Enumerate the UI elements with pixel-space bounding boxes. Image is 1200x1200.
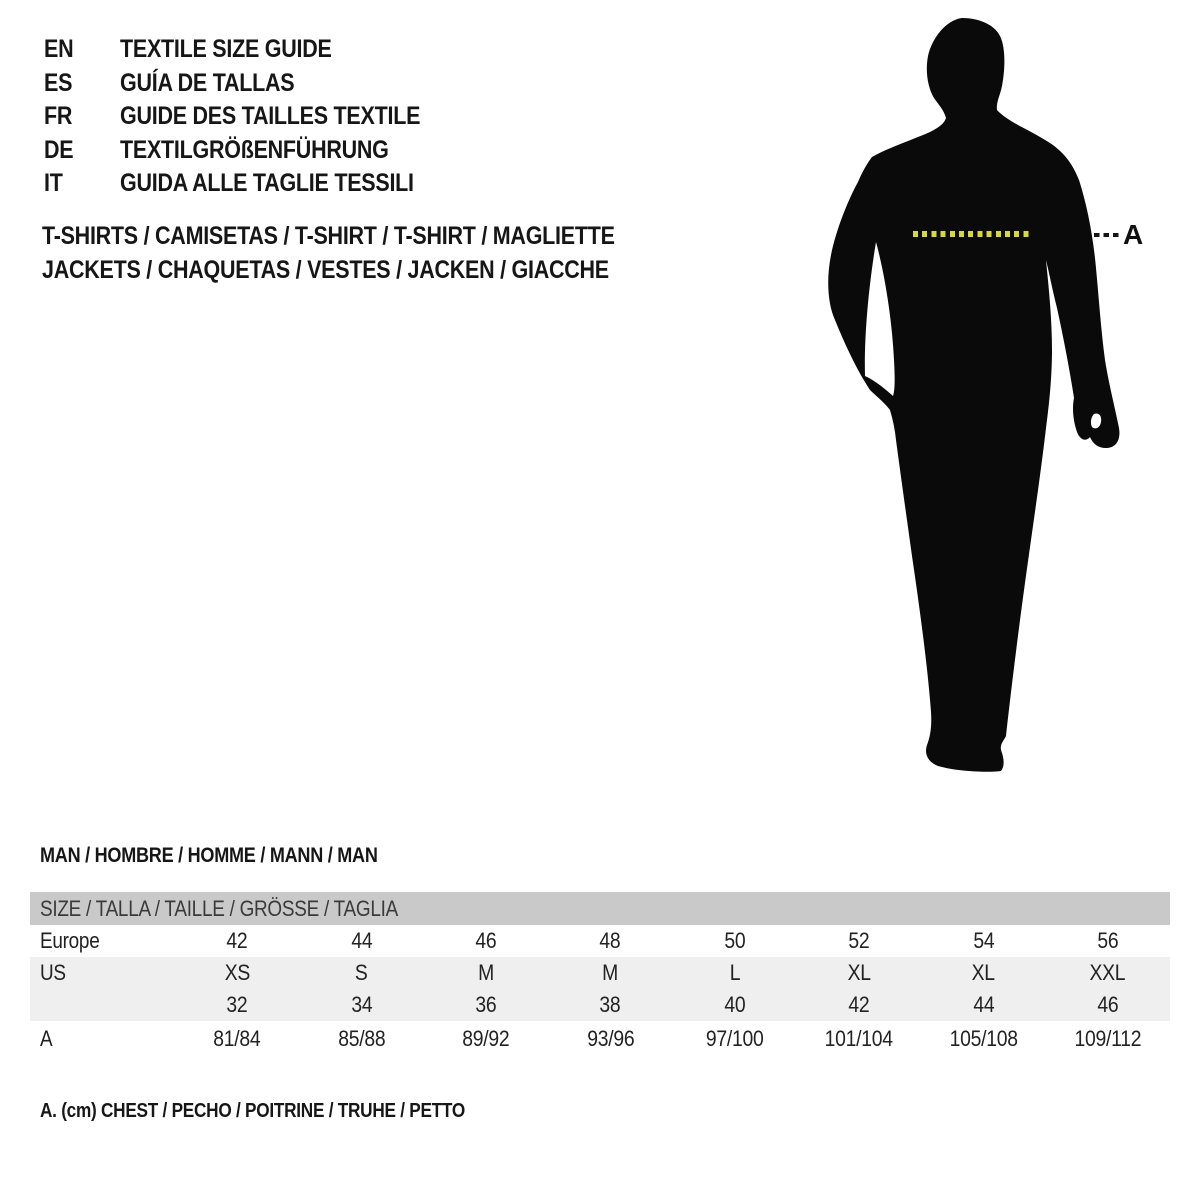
row-label: US (40, 960, 66, 985)
size-value: 46 (1097, 992, 1119, 1017)
size-value: 101/104 (824, 1025, 894, 1051)
size-value: 42 (848, 992, 870, 1017)
size-value: 56 (1097, 928, 1119, 953)
table-row-europe (30, 925, 1170, 957)
measure-label-a: A (1123, 219, 1144, 250)
chest-measure-dotted-line (913, 231, 1032, 237)
measurement-legend-text: A. (cm) CHEST / PECHO / POITRINE / TRUHE / PETTO (40, 1100, 466, 1122)
size-value: 97/100 (705, 1025, 764, 1051)
size-value: XS (224, 960, 250, 985)
size-value: 44 (972, 992, 994, 1017)
size-value: 34 (351, 992, 373, 1017)
language-code: DE (44, 135, 74, 164)
language-label: TEXTILE SIZE GUIDE (120, 35, 332, 64)
language-code: EN (44, 35, 74, 64)
section-title-man (40, 844, 433, 868)
language-code: ES (44, 68, 73, 97)
size-value: 46 (475, 928, 497, 953)
size-table (30, 892, 1170, 1056)
language-label: GUÍA DE TALLAS (120, 68, 295, 97)
size-value: XL (847, 960, 871, 985)
size-value: 93/96 (586, 1025, 634, 1051)
size-value: 40 (724, 992, 746, 1017)
language-label: GUIDE DES TAILLES TEXTILE (120, 102, 421, 131)
size-value: 32 (226, 992, 248, 1017)
size-value: 48 (599, 928, 621, 953)
table-row-chest-cm (30, 1021, 1170, 1056)
table-row-us (30, 957, 1170, 989)
language-label: TEXTILGRÖßENFÜHRUNG (120, 135, 389, 164)
size-value: XL (971, 960, 996, 985)
size-value: 42 (226, 928, 248, 953)
category-line-jackets: JACKETS / CHAQUETAS / VESTES / JACKEN / GIACCHE (42, 255, 609, 284)
size-value: 54 (972, 928, 994, 953)
size-value: 81/84 (213, 1025, 261, 1051)
size-value: 36 (475, 992, 497, 1017)
size-value: L (729, 960, 740, 985)
size-value: S (355, 960, 368, 985)
row-label: A (40, 1025, 53, 1051)
size-value: 52 (848, 928, 870, 953)
size-value: M (602, 960, 619, 985)
size-value: 109/112 (1074, 1025, 1142, 1051)
size-table-header-bar (30, 892, 1170, 925)
language-code: FR (44, 102, 73, 131)
size-value: 38 (599, 992, 621, 1017)
size-value: 105/108 (949, 1025, 1018, 1051)
section-title-text: MAN / HOMBRE / HOMME / MANN / MAN (40, 844, 378, 867)
size-value: XXL (1089, 960, 1126, 985)
category-line-tshirts: T-SHIRTS / CAMISETAS / T-SHIRT / T-SHIRT / MAGLIETTE (42, 222, 615, 251)
size-table-header-text: SIZE / TALLA / TAILLE / GRÖSSE / TAGLIA (40, 896, 398, 921)
language-label: GUIDA ALLE TAGLIE TESSILI (120, 169, 414, 198)
measure-connector-dashes (1094, 233, 1119, 237)
size-value: 85/88 (337, 1025, 386, 1051)
language-code: IT (44, 169, 63, 198)
row-label: Europe (40, 928, 100, 953)
size-value: 50 (724, 928, 746, 953)
size-value: 89/92 (462, 1025, 510, 1051)
table-row-numeric (30, 989, 1170, 1021)
size-value: 44 (351, 928, 373, 953)
measurement-legend (40, 1100, 534, 1123)
size-value: M (478, 960, 494, 985)
